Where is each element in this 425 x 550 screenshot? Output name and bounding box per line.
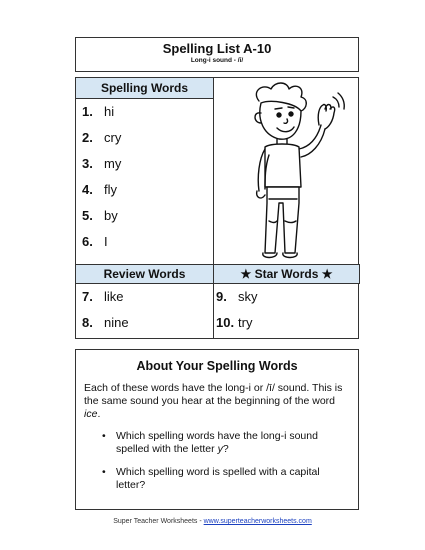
list-item: 1. hi	[82, 104, 115, 119]
list-item: 7. like	[82, 289, 124, 304]
footer: Super Teacher Worksheets - www.superteacherworksheets.com	[113, 518, 312, 525]
star-words-heading: ★ Star Words ★	[213, 264, 360, 284]
question-item: • Which spelling words have the long-i sound spelled with the letter y?	[106, 430, 348, 456]
spelling-words-heading: Spelling Words	[75, 77, 214, 99]
list-item: 2. cry	[82, 130, 122, 145]
question-item: • Which spelling word is spelled with a capital letter?	[106, 466, 348, 492]
footer-link[interactable]: www.superteacherworksheets.com	[203, 518, 312, 525]
list-item: 8. nine	[82, 315, 129, 330]
list-item: 10. try	[216, 315, 253, 330]
title-box	[75, 37, 359, 72]
review-words-heading: Review Words	[75, 264, 214, 284]
column-divider	[213, 283, 214, 339]
page-subtitle: Long-i sound - /ī/	[190, 57, 244, 64]
spelling-words-column	[76, 98, 214, 264]
about-title: About Your Spelling Words	[136, 359, 298, 373]
list-item: 5. by	[82, 208, 118, 223]
list-item: 9. sky	[216, 289, 258, 304]
list-item: 4. fly	[82, 182, 117, 197]
list-item: 3. my	[82, 156, 122, 171]
about-box	[75, 349, 359, 510]
about-intro: Each of these words have the long-i or /ī/ sound. This is the same sound you hear at the beginning of the word ice.	[84, 382, 343, 420]
list-item: 6. I	[82, 234, 108, 249]
page-title: Spelling List A-10	[162, 41, 272, 56]
word-list-box	[75, 77, 359, 339]
question-list	[106, 430, 348, 492]
waving-boy-illustration	[221, 81, 351, 259]
